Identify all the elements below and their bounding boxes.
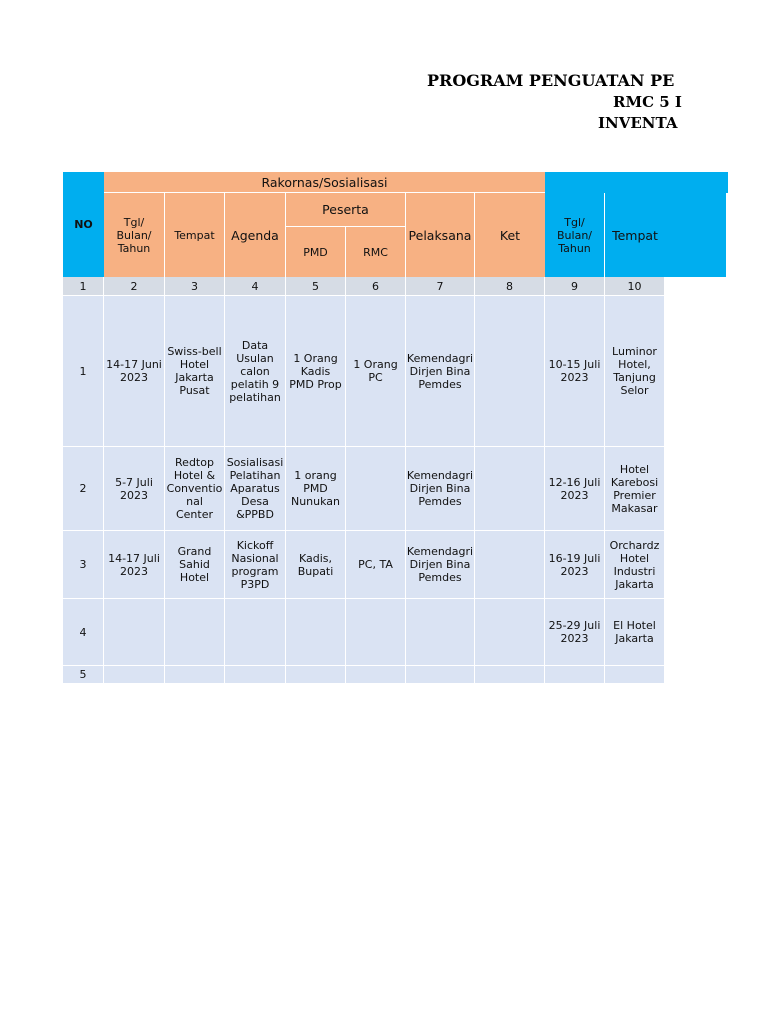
- table-cell: 5-7 Juli 2023: [104, 447, 165, 531]
- table-cell: [165, 599, 225, 666]
- document-title: PROGRAM PENGUATAN PE: [427, 71, 675, 90]
- table-cell: 1 Orang PC: [346, 296, 406, 447]
- column-number: 3: [165, 277, 225, 296]
- header-rmc: RMC: [346, 227, 406, 277]
- table-cell: [286, 599, 346, 666]
- column-number: 1: [63, 277, 104, 296]
- document-subtitle-2: INVENTA: [598, 114, 678, 132]
- table-cell: 5: [63, 666, 104, 684]
- table-cell: [346, 447, 406, 531]
- column-number: 6: [346, 277, 406, 296]
- table-cell: 10-15 Juli 2023: [545, 296, 605, 447]
- table-cell: [475, 531, 545, 599]
- table-cell: 12-16 Juli 2023: [545, 447, 605, 531]
- table-cell: 25-29 Juli 2023: [545, 599, 605, 666]
- table-cell: Kadis, Bupati: [286, 531, 346, 599]
- column-number: 2: [104, 277, 165, 296]
- table-cell: Luminor Hotel, Tanjung Selor: [605, 296, 665, 447]
- table-cell: Kickoff Nasional program P3PD: [225, 531, 286, 599]
- document-subtitle: RMC 5 I: [613, 93, 682, 111]
- table-cell: 3: [63, 531, 104, 599]
- table-cell: 16-19 Juli 2023: [545, 531, 605, 599]
- header-no: NO: [63, 172, 104, 277]
- header-blue-extension: [665, 172, 726, 277]
- table-cell: Redtop Hotel & Conventio nal Center: [165, 447, 225, 531]
- table-cell: Sosialisasi Pelatihan Aparatus Desa &PPBD: [225, 447, 286, 531]
- column-number: 10: [605, 277, 665, 296]
- table-cell: El Hotel Jakarta: [605, 599, 665, 666]
- header-pmd: PMD: [286, 227, 346, 277]
- table-cell: [104, 666, 165, 684]
- table-cell: 1 orang PMD Nunukan: [286, 447, 346, 531]
- column-number: 7: [406, 277, 475, 296]
- table-cell: [165, 666, 225, 684]
- table-cell: [346, 599, 406, 666]
- table-cell: [406, 666, 475, 684]
- column-number: 5: [286, 277, 346, 296]
- table-cell: 1 Orang Kadis PMD Prop: [286, 296, 346, 447]
- table-cell: [406, 599, 475, 666]
- header-tgl: Tgl/ Bulan/ Tahun: [104, 193, 165, 277]
- table-cell: [475, 296, 545, 447]
- table-cell: 4: [63, 599, 104, 666]
- table-cell: [286, 666, 346, 684]
- table-cell: [104, 599, 165, 666]
- table-cell: [605, 666, 665, 684]
- header-group-rakornas: Rakornas/Sosialisasi: [104, 172, 545, 193]
- header-ket: Ket: [475, 193, 545, 277]
- header-agenda: Agenda: [225, 193, 286, 277]
- table-cell: [545, 666, 605, 684]
- header-tgl-2: Tgl/ Bulan/ Tahun: [545, 193, 605, 277]
- table-cell: Grand Sahid Hotel: [165, 531, 225, 599]
- column-number: 9: [545, 277, 605, 296]
- column-number: 4: [225, 277, 286, 296]
- table-cell: Kemendagri Dirjen Bina Pemdes: [406, 531, 475, 599]
- table-cell: Swiss-bell Hotel Jakarta Pusat: [165, 296, 225, 447]
- table-cell: Hotel Karebosi Premier Makasar: [605, 447, 665, 531]
- column-number: 8: [475, 277, 545, 296]
- table-cell: Kemendagri Dirjen Bina Pemdes: [406, 296, 475, 447]
- header-peserta: Peserta: [286, 193, 406, 227]
- table-cell: Kemendagri Dirjen Bina Pemdes: [406, 447, 475, 531]
- table-cell: 14-17 Juli 2023: [104, 531, 165, 599]
- table-cell: 14-17 Juni 2023: [104, 296, 165, 447]
- table-cell: Orchardz Hotel Industri Jakarta: [605, 531, 665, 599]
- table-cell: [225, 666, 286, 684]
- header-pelaksana: Pelaksana: [406, 193, 475, 277]
- table-cell: [475, 447, 545, 531]
- table-cell: [346, 666, 406, 684]
- table-cell: [225, 599, 286, 666]
- table-cell: PC, TA: [346, 531, 406, 599]
- table-cell: 2: [63, 447, 104, 531]
- header-tempat: Tempat: [165, 193, 225, 277]
- table-cell: [475, 599, 545, 666]
- table-cell: [475, 666, 545, 684]
- table-cell: 1: [63, 296, 104, 447]
- header-tempat-2: Tempat: [605, 193, 665, 277]
- table-cell: Data Usulan calon pelatih 9 pelatihan: [225, 296, 286, 447]
